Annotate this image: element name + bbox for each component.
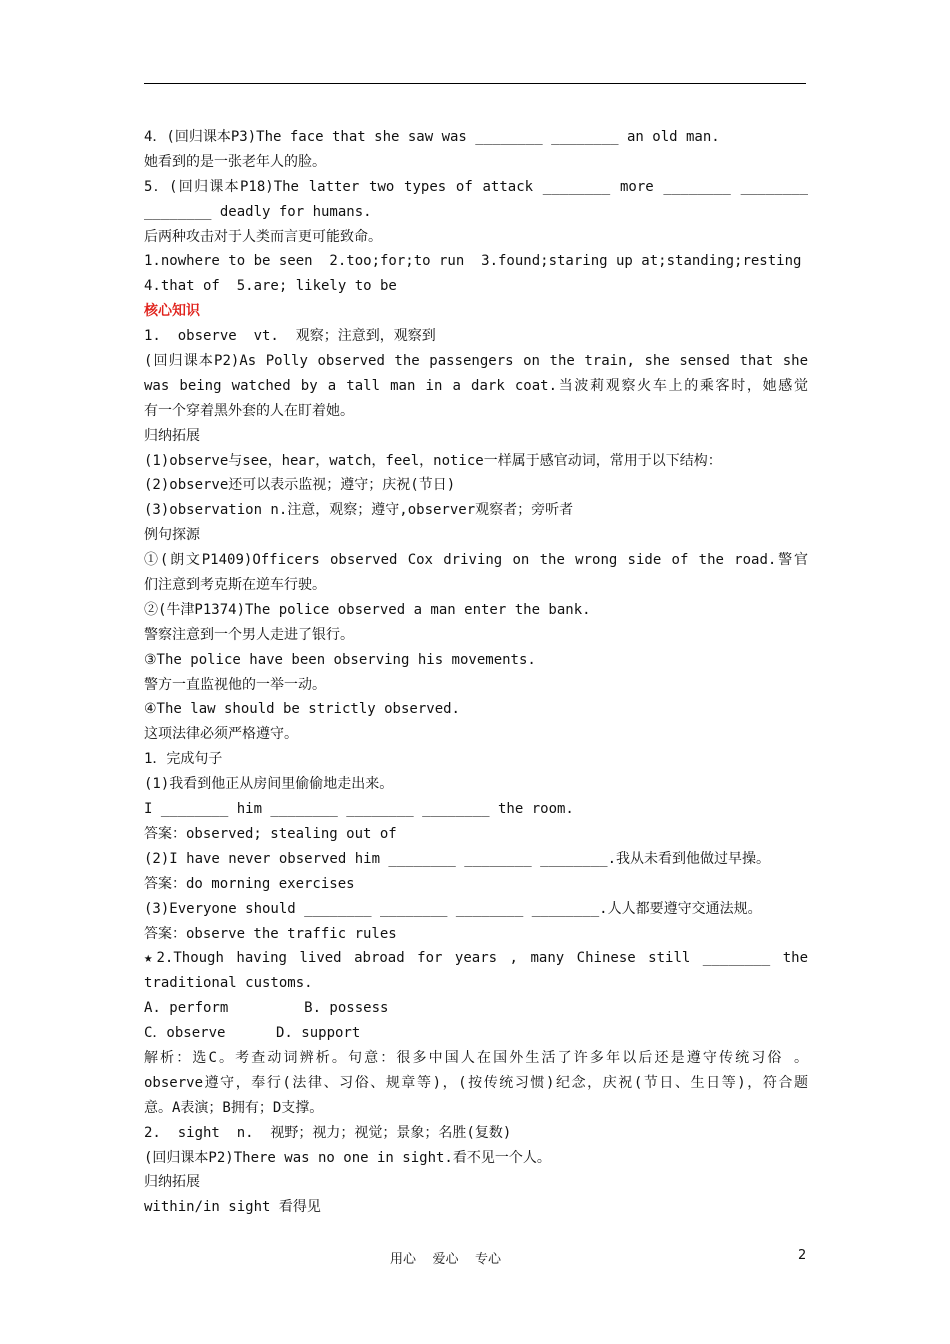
header-rule bbox=[144, 83, 806, 84]
text-line: 例句探源 bbox=[144, 527, 200, 544]
text-line: 警察注意到一个男人走进了银行。 bbox=[144, 626, 354, 643]
text-line: 有一个穿着黑外套的人在盯着她。 bbox=[144, 402, 354, 419]
text-line: (3)observation n.注意，观察；遵守,observer观察者；旁听者 bbox=[144, 502, 574, 519]
text-line: 4.that of 5.are; likely to be bbox=[144, 278, 397, 295]
document-body bbox=[144, 125, 808, 1220]
text-line: ★2.Though having lived abroad for years , many Chinese still ________ the bbox=[144, 950, 808, 967]
text-line: 1.nowhere to be seen 2.too;for;to run 3.found;staring up at;standing;resting bbox=[144, 253, 802, 270]
text-line: A. perform B. possess bbox=[144, 1000, 389, 1017]
text-line: 后两种攻击对于人类而言更可能致命。 bbox=[144, 228, 382, 245]
text-line: 答案：observed; stealing out of bbox=[144, 825, 397, 842]
text-line: (3)Everyone should ________ ________ ________ ________.人人都要遵守交通法规。 bbox=[144, 900, 762, 917]
text-line: ①(朗文P1409)Officers observed Cox driving on the wrong side of the road.警官 bbox=[144, 552, 808, 569]
text-line: 1．完成句子 bbox=[144, 751, 223, 768]
text-line: C．observe D. support bbox=[144, 1025, 361, 1042]
text-line: ②(牛津P1374)The police observed a man enter the bank. bbox=[144, 601, 591, 618]
text-line: was being watched by a tall man in a dark coat.当波莉观察火车上的乘客时，她感觉 bbox=[144, 377, 808, 394]
text-line: (回归课本P2)There was no one in sight.看不见一个人。 bbox=[144, 1149, 551, 1166]
text-line: 答案：do morning exercises bbox=[144, 875, 355, 892]
text-line: 1. observe vt. 观察；注意到，观察到 bbox=[144, 328, 436, 345]
page-number: 2 bbox=[798, 1248, 807, 1263]
text-line: ③The police have been observing his movements. bbox=[144, 651, 536, 668]
text-line: 归纳拓展 bbox=[144, 1174, 200, 1191]
text-line: observe遵守，奉行(法律、习俗、规章等)，(按传统习惯)纪念，庆祝(节日、生日等)，符合题 bbox=[144, 1074, 808, 1091]
text-line: 5．(回归课本P18)The latter two types of attack ________ more ________ ________ bbox=[144, 178, 808, 195]
text-line: 答案：observe the traffic rules bbox=[144, 925, 397, 942]
text-line: 4．(回归课本P3)The face that she saw was ________ ________ an old man. bbox=[144, 129, 720, 145]
text-line: I ________ him ________ ________ ________ the room. bbox=[144, 801, 574, 818]
text-line: (1)我看到他正从房间里偷偷地走出来。 bbox=[144, 776, 394, 793]
text-line: ________ deadly for humans. bbox=[144, 203, 372, 220]
text-line: 解析：选C。考查动词辨析。句意：很多中国人在国外生活了许多年以后还是遵守传统习俗 。 bbox=[144, 1049, 808, 1066]
text-line: 们注意到考克斯在逆车行驶。 bbox=[144, 577, 326, 594]
text-line: 警方一直监视他的一举一动。 bbox=[144, 676, 326, 693]
text-line: 归纳拓展 bbox=[144, 427, 200, 444]
section-heading: 核心知识 bbox=[144, 303, 200, 320]
text-line: ④The law should be strictly observed. bbox=[144, 701, 460, 718]
text-line: (回归课本P2)As Polly observed the passengers on the train, she sensed that she bbox=[144, 353, 808, 370]
text-line: (2)I have never observed him ________ ________ ________.我从未看到他做过早操。 bbox=[144, 850, 771, 867]
text-line: 2. sight n. 视野；视力；视觉；景象；名胜(复数) bbox=[144, 1124, 512, 1141]
footer-motto: 用心 爱心 专心 bbox=[390, 1252, 502, 1267]
text-line: 意。A表演；B拥有；D支撑。 bbox=[144, 1099, 324, 1116]
text-line: (1)observe与see，hear，watch，feel，notice一样属于感官动词，常用于以下结构： bbox=[144, 452, 722, 469]
text-line: traditional customs. bbox=[144, 975, 313, 992]
text-line: 她看到的是一张老年人的脸。 bbox=[144, 153, 326, 170]
text-line: 这项法律必须严格遵守。 bbox=[144, 726, 298, 743]
text-line: (2)observe还可以表示监视；遵守；庆祝(节日) bbox=[144, 477, 456, 494]
text-line: within/in sight 看得见 bbox=[144, 1199, 321, 1216]
page-footer bbox=[0, 1248, 950, 1268]
